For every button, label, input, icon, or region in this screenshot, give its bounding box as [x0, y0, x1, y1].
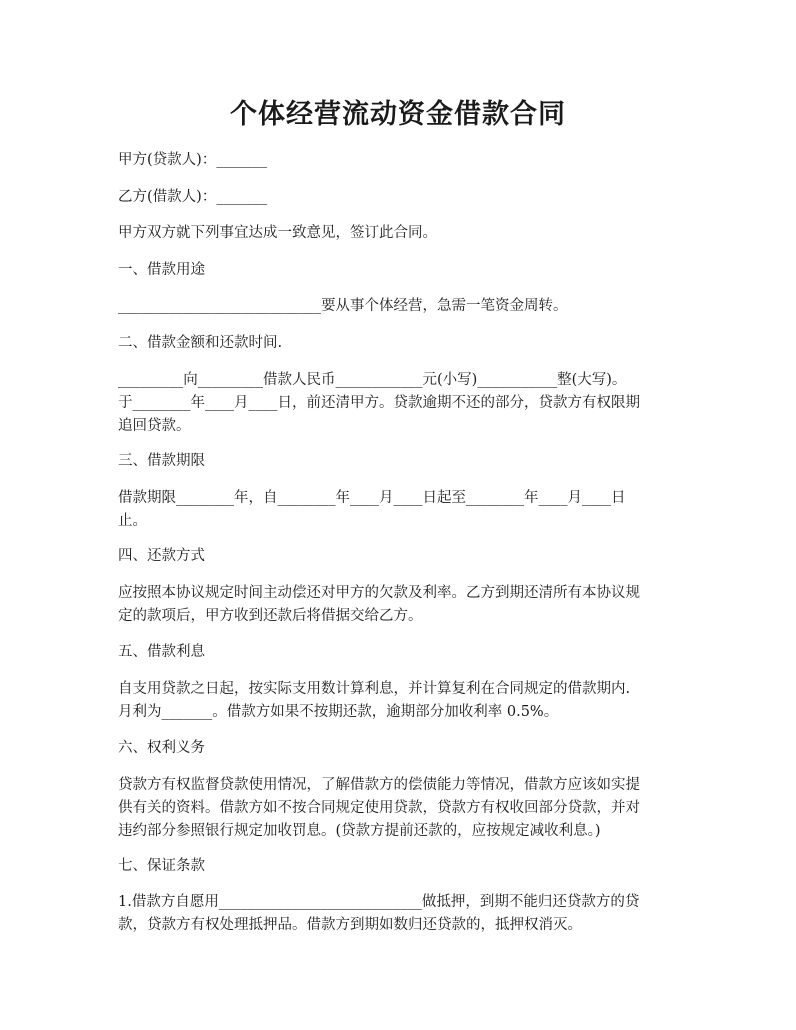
- section-heading-amount: 二、借款金额和还款时间.: [118, 335, 283, 351]
- section-heading-guarantee: 七、保证条款: [118, 858, 205, 874]
- section-heading-repayment: 四、还款方式: [118, 548, 205, 564]
- section-body-interest: [118, 678, 682, 724]
- body-line: 应按照本协议规定时间主动偿还对甲方的欠款及利率。乙方到期还清所有本协议规: [118, 585, 640, 601]
- body-line: 于________年____月____日，前还清甲方。贷款逾期不还的部分，贷款方有权限期: [118, 395, 640, 411]
- section-heading-interest: 五、借款利息: [118, 644, 205, 660]
- body-line: 定的款项后，甲方收到还款后将借据交给乙方。: [118, 608, 423, 624]
- section-body-purpose: [118, 295, 682, 318]
- section-body-rights: [118, 774, 682, 843]
- section-body-repayment: [118, 582, 682, 628]
- body-line: 款，贷款方有权处理抵押品。借款方到期如数归还贷款的，抵押权消灭。: [118, 917, 582, 933]
- body-line: 1.借款方自愿用____________________________做抵押，到期不能归还贷款方的贷: [118, 894, 640, 910]
- intro-paragraph: 甲方双方就下列事宜达成一致意见，签订此合同。: [118, 225, 437, 241]
- section-body-guarantee: [118, 891, 682, 937]
- section-body-amount: [118, 369, 682, 438]
- party-a-line: 甲方(贷款人)：_______: [118, 152, 268, 168]
- section-heading-term: 三、借款期限: [118, 453, 205, 469]
- party-b-line: 乙方(借款人)：_______: [118, 189, 268, 205]
- body-line: 自支用贷款之日起，按实际支用数计算利息，并计算复利在合同规定的借款期内.: [118, 681, 631, 697]
- document-title: 个体经营流动资金借款合同: [230, 99, 566, 130]
- body-line: 贷款方有权监督贷款使用情况，了解借款方的偿债能力等情况，借款方应该如实提: [118, 777, 640, 793]
- section-body-term: [118, 487, 682, 533]
- body-line: ____________________________要从事个体经营，急需一笔资金周转。: [118, 298, 568, 314]
- body-line: 追回贷款。: [118, 418, 191, 434]
- body-line: _________向_________借款人民币____________元(小写)___________整(大写)。: [118, 372, 627, 388]
- body-line: 借款期限________年，自________年____月____日起至________年____月____日: [118, 490, 626, 506]
- section-heading-purpose: 一、借款用途: [118, 262, 205, 278]
- body-line: 月利为_______。借款方如果不按期还款，逾期部分加收利率 0.5%。: [118, 704, 559, 720]
- body-line: 违约部分参照银行规定加收罚息。(贷款方提前还款的，应按规定减收利息。): [118, 823, 601, 839]
- body-line: 止。: [118, 513, 147, 529]
- section-heading-rights: 六、权利义务: [118, 740, 205, 756]
- body-line: 供有关的资料。借款方如不按合同规定使用贷款，贷款方有权收回部分贷款，并对: [118, 800, 640, 816]
